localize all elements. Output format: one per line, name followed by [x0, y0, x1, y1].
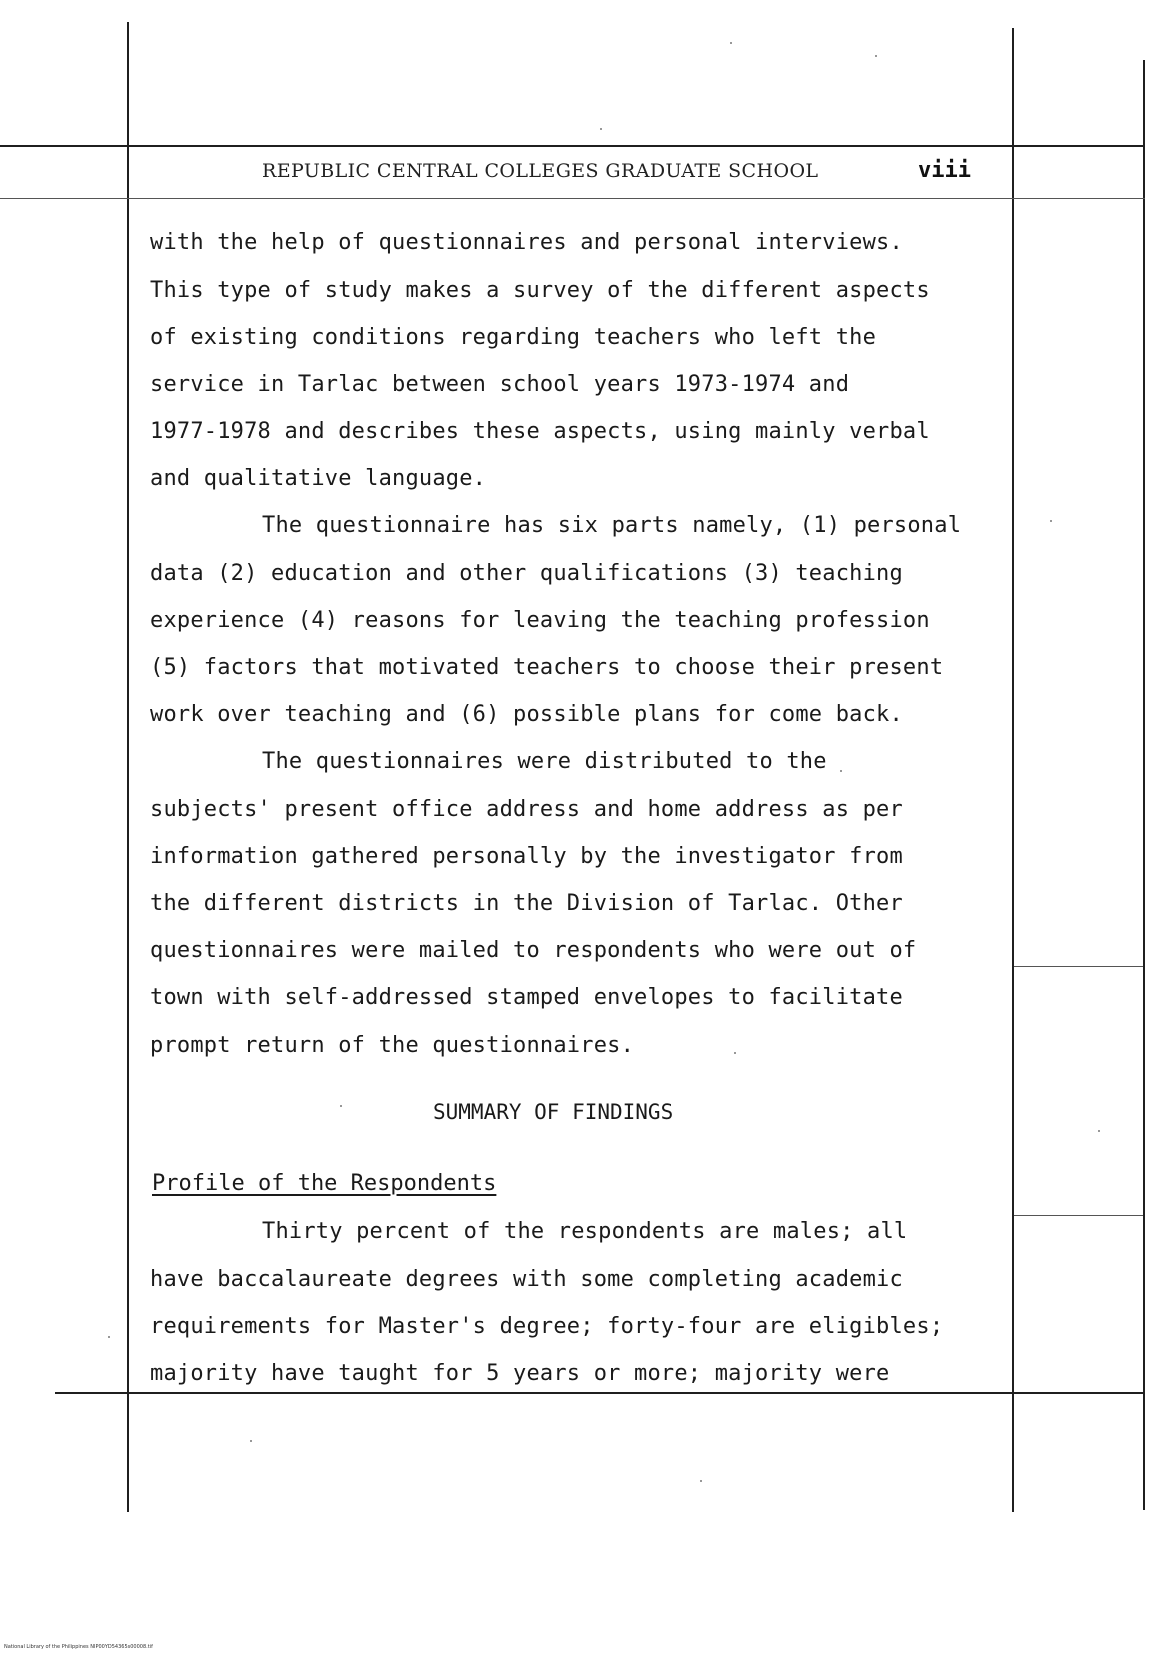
scan-speck: [730, 42, 732, 44]
scan-speck: [108, 1336, 110, 1338]
body-line: The questionnaire has six parts namely, (1) personal: [262, 513, 962, 538]
scan-speck: [700, 1480, 702, 1482]
bottom-rule: [55, 1392, 1145, 1394]
scan-speck: [600, 128, 602, 130]
body-line: prompt return of the questionnaires.: [150, 1033, 635, 1058]
header-rule: [0, 198, 1145, 199]
right-margin-rule: [1012, 28, 1014, 1512]
body-line: information gathered personally by the investigator from: [150, 844, 903, 869]
body-line: and qualitative language.: [150, 466, 487, 491]
body-line: questionnaires were mailed to respondents who were out of: [150, 938, 917, 963]
body-line: service in Tarlac between school years 1973-1974 and: [150, 372, 850, 397]
section-title: SUMMARY OF FINDINGS: [433, 1100, 674, 1124]
page-header-title: REPUBLIC CENTRAL COLLEGES GRADUATE SCHOOL: [262, 160, 819, 182]
margin-tick-lower: [1014, 1215, 1143, 1216]
body-line: The questionnaires were distributed to the: [262, 749, 827, 774]
outer-right-rule: [1143, 60, 1145, 1510]
subheading: Profile of the Respondents: [152, 1171, 497, 1196]
scan-speck: [734, 1052, 736, 1054]
body-line: subjects' present office address and home address as per: [150, 797, 903, 822]
scan-speck: [1098, 1130, 1100, 1132]
scan-speck: [1050, 520, 1052, 522]
body-line: (5) factors that motivated teachers to choose their present: [150, 655, 944, 680]
findings-line: majority have taught for 5 years or more; majority were: [150, 1361, 890, 1386]
findings-line: have baccalaureate degrees with some completing academic: [150, 1267, 903, 1292]
body-line: 1977-1978 and describes these aspects, using mainly verbal: [150, 419, 930, 444]
body-line: with the help of questionnaires and personal interviews.: [150, 230, 903, 255]
body-line: of existing conditions regarding teachers who left the: [150, 325, 877, 350]
body-line: town with self-addressed stamped envelopes to facilitate: [150, 985, 903, 1010]
scan-speck: [340, 1105, 342, 1107]
body-line: work over teaching and (6) possible plans for come back.: [150, 702, 903, 727]
margin-tick-upper: [1014, 966, 1143, 967]
findings-line: Thirty percent of the respondents are males; all: [262, 1219, 908, 1244]
scan-speck: [840, 770, 842, 772]
scan-speck: [875, 55, 877, 57]
body-line: experience (4) reasons for leaving the teaching profession: [150, 608, 930, 633]
findings-line: requirements for Master's degree; forty-four are eligibles;: [150, 1314, 944, 1339]
top-rule: [0, 145, 1145, 147]
left-margin-rule: [127, 22, 129, 1512]
scan-footer: National Library of the Philippines NIP00YD54365s00008.tif: [4, 1644, 153, 1650]
page-number: viii: [918, 158, 971, 183]
body-line: This type of study makes a survey of the different aspects: [150, 278, 930, 303]
scan-speck: [250, 1440, 252, 1442]
body-line: the different districts in the Division of Tarlac. Other: [150, 891, 903, 916]
body-line: data (2) education and other qualifications (3) teaching: [150, 561, 903, 586]
